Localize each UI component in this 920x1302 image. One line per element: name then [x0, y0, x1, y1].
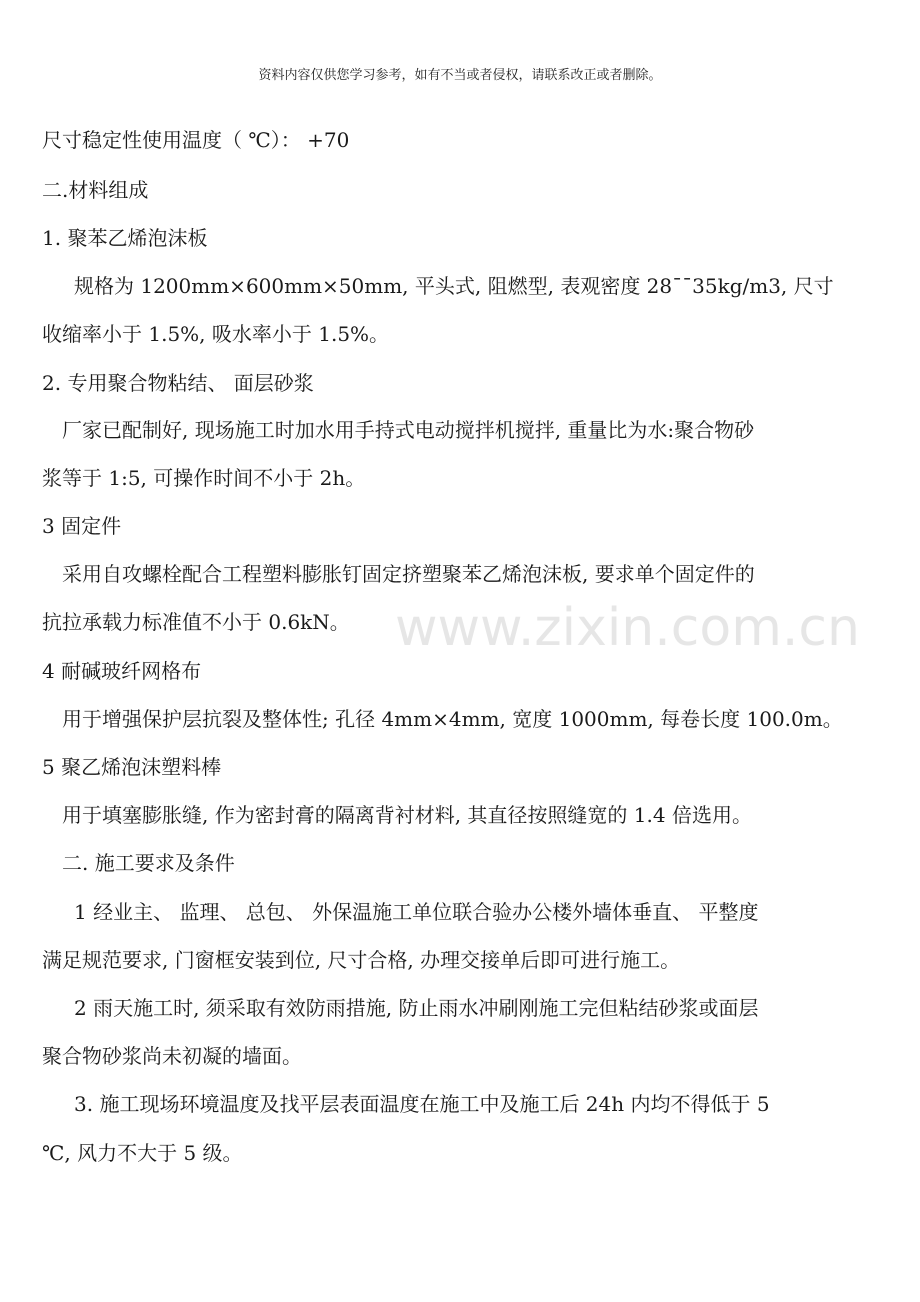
paragraph-line: 收缩率小于 1.5%, 吸水率小于 1.5%。: [42, 322, 390, 346]
item-heading-foam-rod: 5 聚乙烯泡沫塑料棒: [42, 755, 222, 779]
item-heading-mortar: 2. 专用聚合物粘结、 面层砂浆: [42, 371, 314, 395]
paragraph-line: 3. 施工现场环境温度及找平层表面温度在施工中及施工后 24h 内均不得低于 5: [74, 1092, 770, 1116]
section-heading-requirements: 二. 施工要求及条件: [62, 851, 235, 875]
section-heading-materials: 二.材料组成: [42, 178, 149, 202]
item-heading-fasteners: 3 固定件: [42, 514, 122, 538]
paragraph-line: 浆等于 1:5, 可操作时间不小于 2h。: [42, 466, 366, 490]
paragraph-line: 用于增强保护层抗裂及整体性; 孔径 4mm×4mm, 宽度 1000mm, 每卷长度 100.0m。: [62, 707, 843, 731]
paragraph-line: 规格为 1200mm×600mm×50mm, 平头式, 阻燃型, 表观密度 28¯¯35kg/m3, 尺寸: [74, 274, 834, 298]
paragraph-line: 采用自攻螺栓配合工程塑料膨胀钉固定挤塑聚苯乙烯泡沫板, 要求单个固定件的: [62, 562, 755, 586]
watermark-text: www.zixin.com.cn: [395, 598, 860, 658]
paragraph-line: 厂家已配制好, 现场施工时加水用手持式电动搅拌机搅拌, 重量比为水:聚合物砂: [62, 418, 755, 442]
item-heading-eps-board: 1. 聚苯乙烯泡沫板: [42, 226, 208, 250]
line-dimension-stability: 尺寸稳定性使用温度（ ℃）： +70: [42, 128, 350, 152]
paragraph-line: 2 雨天施工时, 须采取有效防雨措施, 防止雨水冲刷刚施工完但粘结砂浆或面层: [74, 996, 759, 1020]
paragraph-line: 用于填塞膨胀缝, 作为密封膏的隔离背衬材料, 其直径按照缝宽的 1.4 倍选用。: [62, 803, 752, 827]
paragraph-line: ℃, 风力不大于 5 级。: [42, 1141, 243, 1165]
paragraph-line: 满足规范要求, 门窗框安装到位, 尺寸合格, 办理交接单后即可进行施工。: [42, 948, 681, 972]
paragraph-line: 抗拉承载力标准值不小于 0.6kN。: [42, 610, 350, 634]
item-heading-mesh: 4 耐碱玻纤网格布: [42, 659, 202, 683]
header-disclaimer: 资料内容仅供您学习参考，如有不当或者侵权，请联系改正或者删除。: [258, 68, 662, 83]
paragraph-line: 1 经业主、 监理、 总包、 外保温施工单位联合验办公楼外墙体垂直、 平整度: [74, 900, 759, 924]
paragraph-line: 聚合物砂浆尚未初凝的墙面。: [42, 1044, 302, 1068]
